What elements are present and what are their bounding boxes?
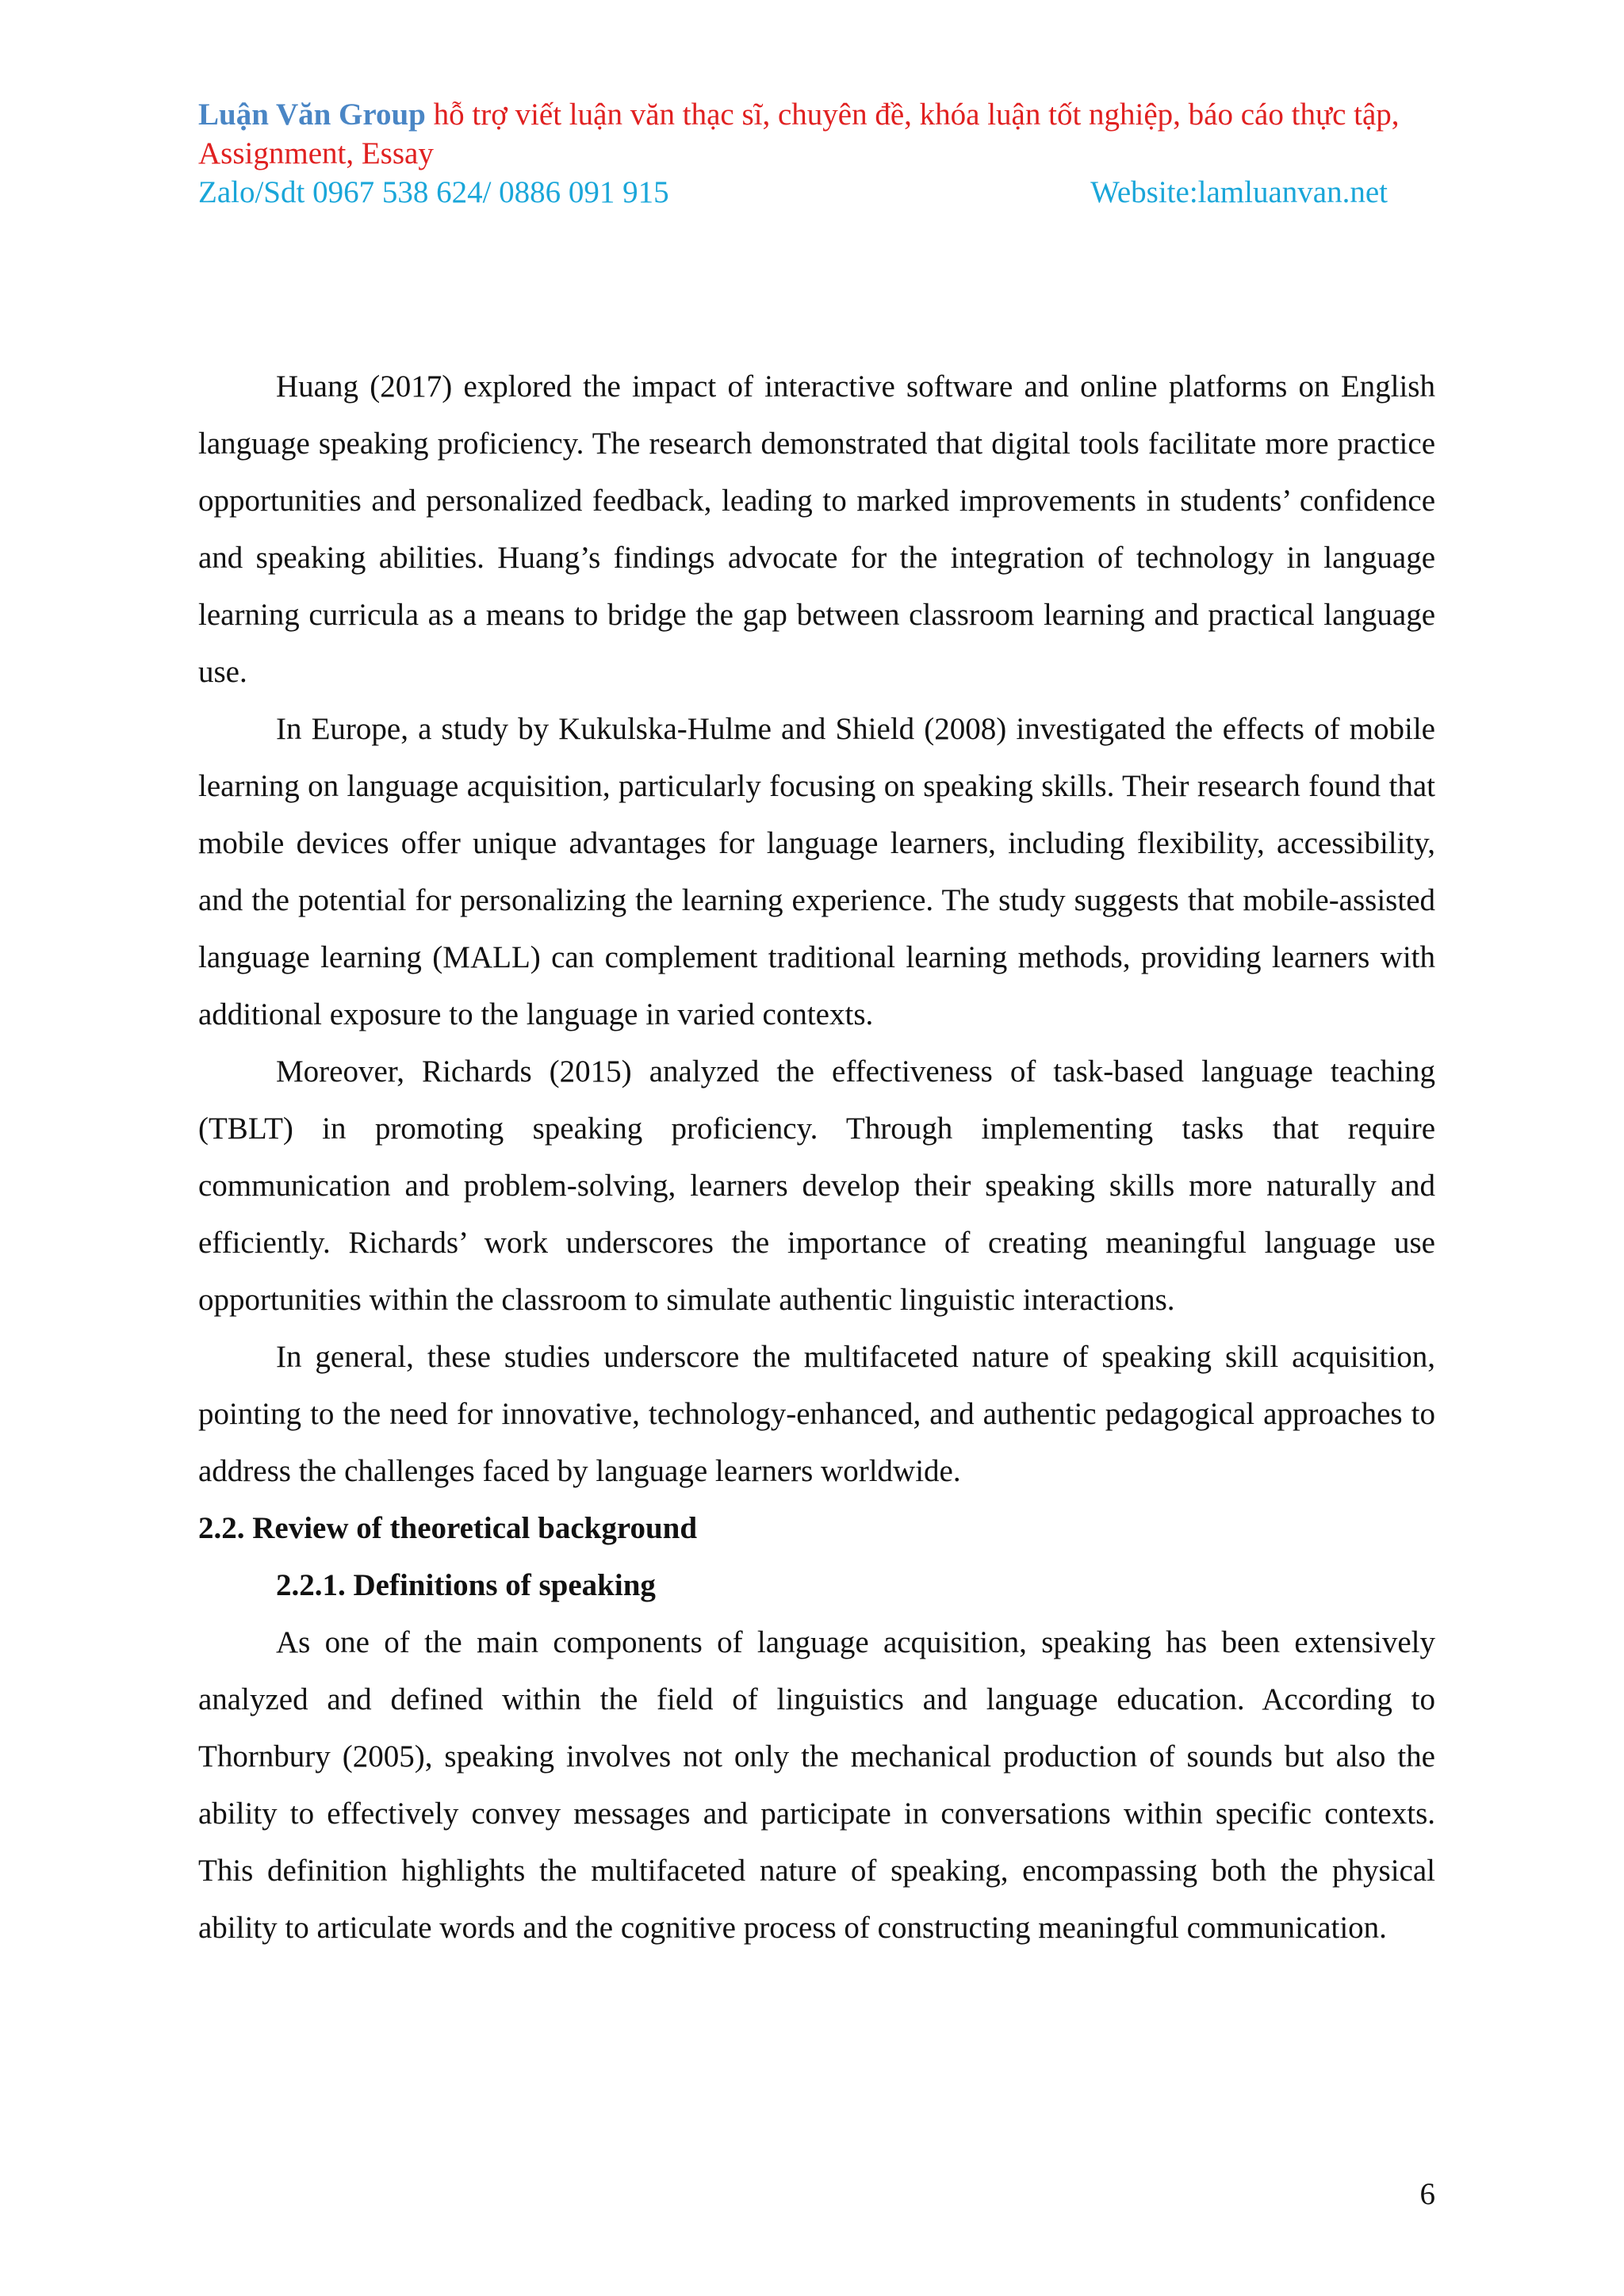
paragraph-general-summary: In general, these studies underscore the multifaceted nature of speaking skill acquisition, pointing to the need for innovative, technology-enhanced, and authentic pedagogical approaches to address the challenges faced by language learners worldwide. <box>198 1340 1435 1488</box>
page-header <box>198 95 1435 212</box>
website-link[interactable]: Website:lamluanvan.net <box>1090 175 1388 209</box>
header-contact-line <box>198 173 1388 212</box>
header-tagline: hỗ trợ viết luận văn thạc sĩ, chuyên đề, khóa luận tốt nghiệp, báo cáo thực tập, Assignment, Essay <box>198 98 1400 170</box>
paragraph-richards-tblt: Moreover, Richards (2015) analyzed the effectiveness of task-based language teaching (TBLT) in promoting speaking proficiency. Through implementing tasks that require communication and problem-solving, learners develop their speaking skills more naturally and efficiently. Richards’ work underscores the importance of creating meaningful language use opportunities within the classroom to simulate authentic linguistic interactions. <box>198 1054 1435 1317</box>
paragraph-speaking-definition: As one of the main components of language acquisition, speaking has been extensively analyzed and defined within the field of linguistics and language education. According to Thornbury (2005), speaking involves not only the mechanical production of sounds but also the ability to effectively convey messages and participate in conversations within specific contexts. This definition highlights the multifaceted nature of speaking, encompassing both the physical ability to articulate words and the cognitive process of constructing meaningful communication. <box>198 1625 1435 1945</box>
subsection-heading: 2.2.1. Definitions of speaking <box>276 1568 656 1602</box>
section-heading: 2.2. Review of theoretical background <box>198 1511 698 1545</box>
brand-name: Luận Văn Group <box>198 98 426 132</box>
header-title-line <box>198 95 1435 173</box>
page-number: 6 <box>1419 2177 1435 2211</box>
document-body <box>198 358 1435 1957</box>
contact-info: Zalo/Sdt 0967 538 624/ 0886 091 915 <box>198 175 669 209</box>
paragraph-europe-mobile-learning: In Europe, a study by Kukulska-Hulme and Shield (2008) investigated the effects of mobile learning on language acquisition, particularly focusing on speaking skills. Their research found that mobile devices offer unique advantages for language learners, including flexibility, accessibility, and the potential for personalizing the learning experience. The study suggests that mobile-assisted language learning (MALL) can complement traditional learning methods, providing learners with additional exposure to the language in varied contexts. <box>198 712 1435 1031</box>
paragraph-huang: Huang (2017) explored the impact of interactive software and online platforms on English language speaking proficiency. The research demonstrated that digital tools facilitate more practice opportunities and personalized feedback, leading to marked improvements in students’ confidence and speaking abilities. Huang’s findings advocate for the integration of technology in language learning curricula as a means to bridge the gap between classroom learning and practical language use. <box>198 369 1435 689</box>
